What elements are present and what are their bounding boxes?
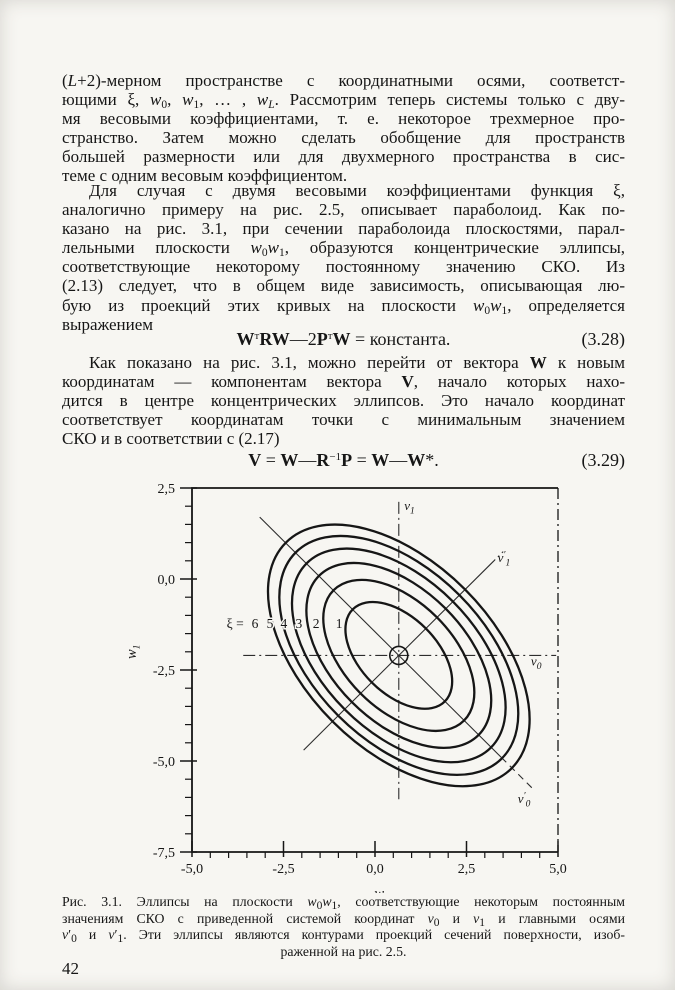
- equation-3-29-number: (3.29): [581, 450, 625, 470]
- x-tick-labels: [181, 862, 567, 877]
- equation-3-28-text: $W^тRW—2P^тW$ = константа.: [236, 329, 451, 349]
- svg-text:6: 6: [251, 616, 259, 632]
- y-axis-label: [124, 645, 143, 659]
- svg-text:ξ =: ξ =: [226, 616, 244, 632]
- svg-text:1: 1: [335, 616, 343, 632]
- v-axis-name-labels: [404, 498, 541, 810]
- equation-3-29-text: $V = W—R^{-1}P$ = W—W*.: [248, 450, 439, 470]
- svg-text:0,0: 0,0: [157, 573, 175, 588]
- paragraph-2: [62, 181, 625, 334]
- text-line: соответствующие некоторому постоянному значению СКО. Из: [62, 257, 625, 277]
- text-line: лельными плоскости $w_0w_1$, образуются концентрические эллипсы,: [62, 238, 625, 260]
- text-line: выражением: [62, 314, 154, 334]
- x-axis-ticks: [192, 841, 558, 858]
- x-axis-label: [374, 886, 389, 893]
- svg-text:-2,5: -2,5: [272, 862, 295, 877]
- svg-text:-2,5: -2,5: [152, 664, 175, 679]
- y-tick-labels: [153, 483, 175, 861]
- paragraph-1: [62, 71, 625, 186]
- svg-text:2: 2: [312, 616, 320, 632]
- svg-text:v′1: $v'_1$: [497, 549, 511, 569]
- svg-text:v0: $v_0$: [530, 653, 542, 673]
- figure-3-1: [120, 483, 620, 893]
- figure-caption: [62, 894, 625, 960]
- svg-text:3: 3: [295, 616, 303, 632]
- text-line: ющими ξ, $w_0$, $w_1$, … , $w_L$. Рассмотрим теперь системы только с дву-: [62, 90, 626, 112]
- svg-text:-5,0: -5,0: [152, 755, 175, 770]
- text-line: (L+2)-мерном пространстве с координатными осями, соответст-: [62, 71, 625, 90]
- text-line: СКО и в соответствии с (2.17): [62, 429, 280, 449]
- svg-text:w1: $w_1$: [124, 644, 143, 660]
- equation-3-28: [62, 329, 625, 350]
- text-line: Рис. 3.1. Эллипсы на плоскости $w_0w_1$, соответствующие некоторым постоянным: [62, 894, 625, 912]
- text-line: значениям СКО с приведенной системой координат $v_0$ и $v_1$ и главными осями: [62, 910, 625, 929]
- page-number: 42: [62, 959, 79, 978]
- y-axis-ticks: [180, 488, 197, 852]
- svg-text:0,0: 0,0: [366, 862, 384, 877]
- svg-text:2,5: 2,5: [157, 483, 175, 497]
- text-line: $v'_0$ и $v'_1$. Эти эллипсы являются контурами проекций сечений поверхности, изоб-: [62, 927, 625, 946]
- text-line: дится в центре концентрических эллипсов. Это начало координат: [62, 391, 625, 411]
- text-line: казано на рис. 3.1, при сечении параболоида плоскостями, парал-: [62, 219, 625, 239]
- text-line: соответствует координатам точки с минимальным значением: [62, 410, 625, 430]
- text-line: большей размерности или для двухмерного пространства в сис-: [62, 147, 625, 167]
- svg-text:5: 5: [266, 616, 274, 632]
- text-line: Как показано на рис. 3.1, можно перейти от вектора W к новым: [89, 353, 625, 372]
- text-line: Для случая с двумя весовыми коэффициентами функция ξ,: [89, 181, 625, 200]
- paragraph-3: [62, 353, 625, 448]
- svg-text:5,0: 5,0: [549, 862, 567, 877]
- svg-text:-5,0: -5,0: [180, 862, 204, 877]
- text-line: мя весовыми коэффициентами, т. е. некоторое трехмерное про-: [62, 109, 625, 129]
- svg-text:2,5: 2,5: [457, 862, 476, 877]
- text-line: теме с одним весовым коэффициентом.: [62, 166, 348, 186]
- text-line: странство. Затем можно сделать обобщение для пространств: [62, 128, 625, 148]
- text-line: аналогично примеру на рис. 2.5, описывает параболоид. Как по-: [62, 200, 625, 220]
- svg-text:4: 4: [280, 616, 288, 632]
- svg-text:-7,5: -7,5: [152, 846, 175, 861]
- equation-3-28-number: (3.28): [581, 329, 625, 349]
- svg-text:v′0: $v'_0$: [517, 790, 531, 810]
- text-line: бую из проекций этих кривых на плоскости $w_0w_1$, определяется: [62, 295, 625, 317]
- equation-3-29: [62, 450, 625, 471]
- svg-text:v1: $v_1$: [404, 497, 415, 517]
- text-line: раженной на рис. 2.5.: [280, 943, 407, 959]
- figure-3-1-plot: [120, 483, 620, 893]
- text-line: координатам — компонентам вектора V, начало которых нахо-: [62, 372, 625, 392]
- text-line: (2.13) следует, что в общем виде зависимость, описывающая лю-: [62, 276, 625, 296]
